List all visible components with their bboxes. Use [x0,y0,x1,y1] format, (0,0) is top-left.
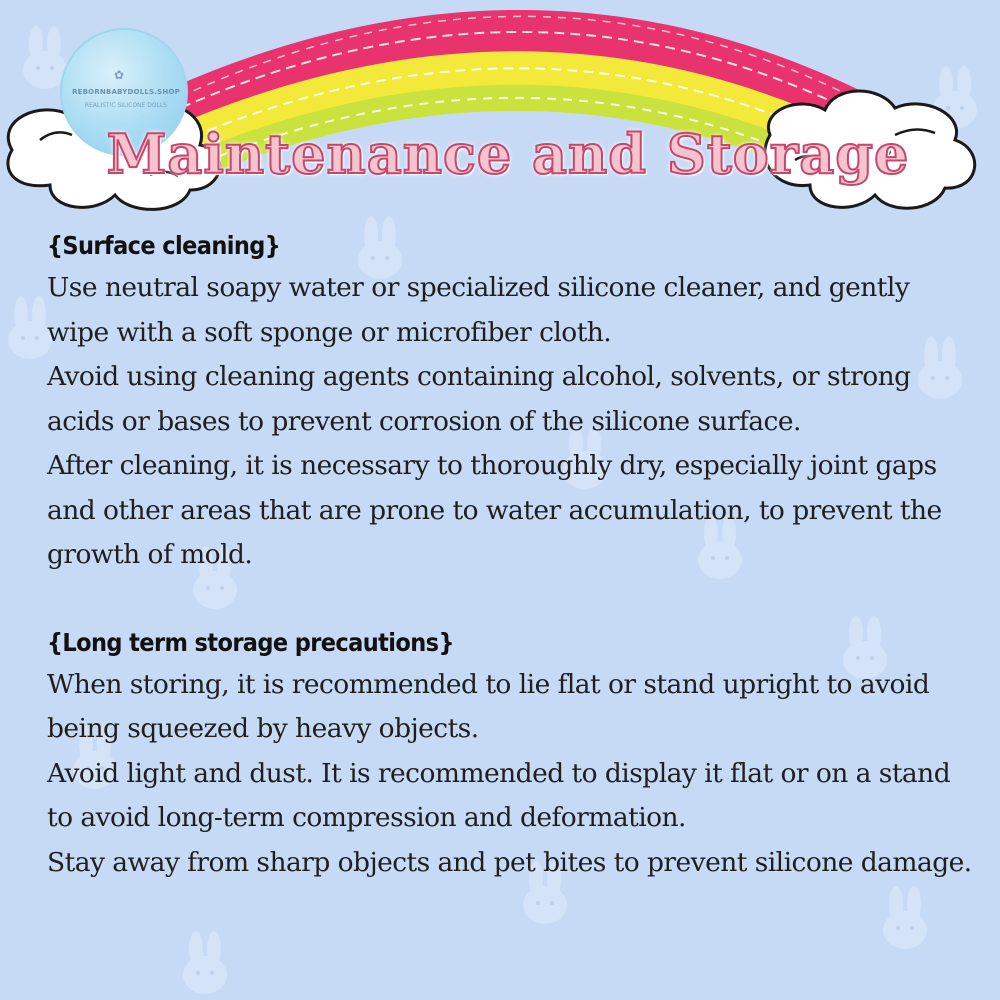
section-spacer [47,578,977,623]
section-long-term-storage [47,623,977,886]
page-title: Maintenance and Storage [106,122,910,186]
content-body [47,226,977,885]
logo-tagline: REALISTIC SILICONE DOLLS [84,102,168,109]
section-heading: {Long term storage precautions} [47,627,454,657]
logo-figure-icon: ✿ [114,68,125,82]
paragraph: When storing, it is recommended to lie flat or stand upright to avoid being squeezed by heavy objects. [47,668,930,744]
paragraph: Use neutral soapy water or specialized silicone cleaner, and gently wipe with a soft sponge or microfiber cloth. [47,272,910,348]
logo-brand-line: REBORNBABYDOLLS.SHOP [72,88,180,96]
section-heading: {Surface cleaning} [47,231,281,260]
paragraph: After cleaning, it is necessary to thoroughly dry, especially joint gaps and other areas that are prone to water accumulation, to prevent the growth of mold. [47,450,942,570]
paragraph: Stay away from sharp objects and pet bites to prevent silicone damage. [47,846,972,878]
paragraph: Avoid light and dust. It is recommended to display it flat or on a stand to avoid long-term compression and deformation. [47,757,951,833]
section-surface-cleaning [47,226,977,578]
paragraph: Avoid using cleaning agents containing alcohol, solvents, or strong acids or bases to prevent corrosion of the silicone surface. [47,361,911,437]
